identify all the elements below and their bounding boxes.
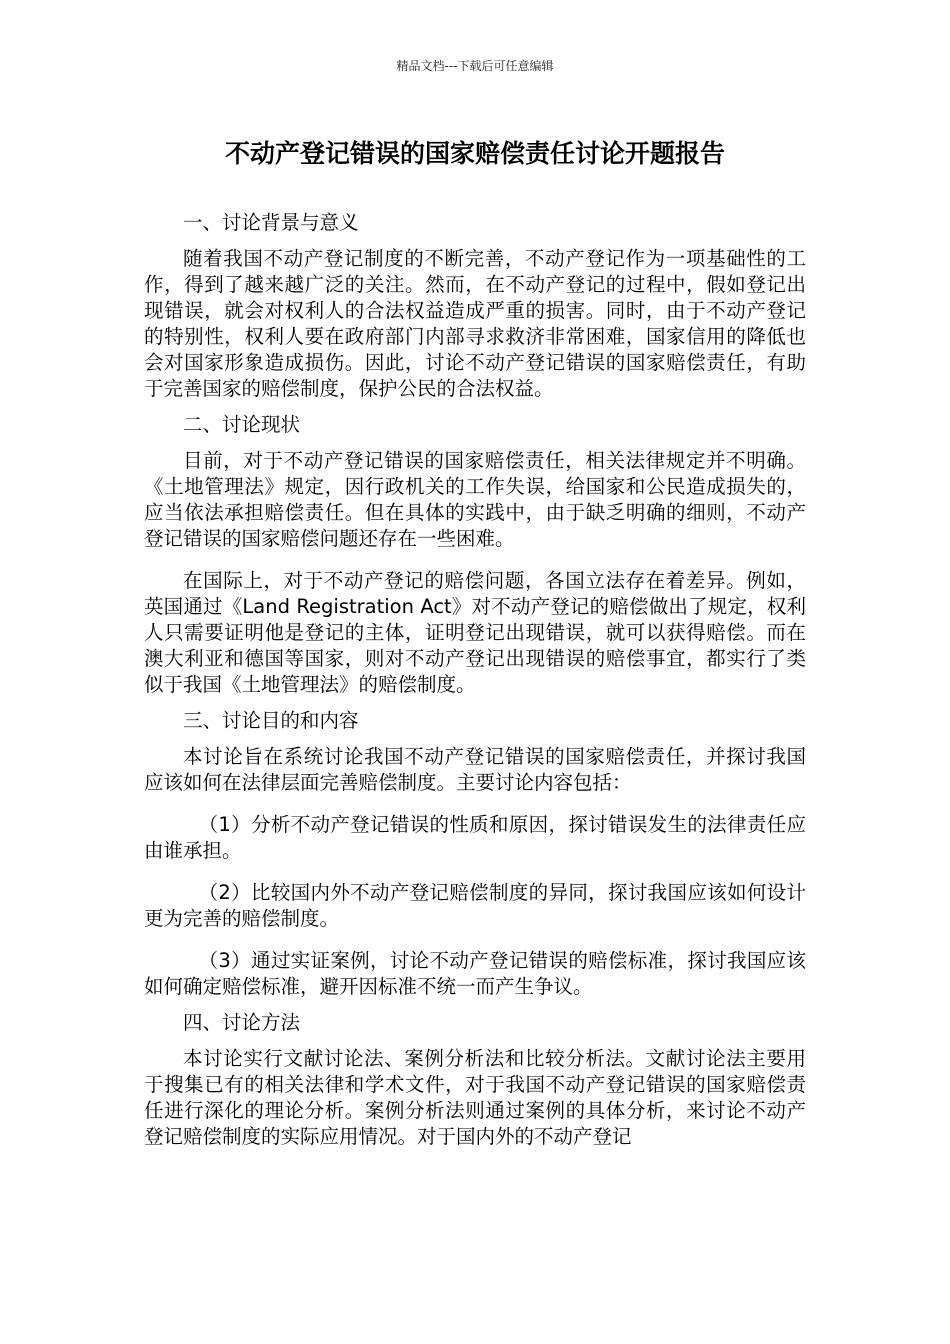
paragraph-status-international: 在国际上，对于不动产登记的赔偿问题，各国立法存在着差异。例如，英国通过《Land Registration Act》对不动产登记的赔偿做出了规定，权利人只需要证明他是登记的主体，证明登记出现错误，就可以获得赔偿。而在澳大利亚和德国等国家，则对不动产登记出现错误的赔偿事宜，都实行了类似于我国《土地管理法》的赔偿制度。 bbox=[144, 569, 806, 696]
document-body bbox=[144, 210, 806, 1150]
section-heading-method: 四、讨论方法 bbox=[183, 1011, 301, 1034]
list-item-purpose-3: （3）通过实证案例，讨论不动产登记错误的赔偿标准，探讨我国应该如何确定赔偿标准，避开因标准不统一而产生争议。 bbox=[144, 949, 806, 998]
paragraph-background: 随着我国不动产登记制度的不断完善，不动产登记作为一项基础性的工作，得到了越来越广泛的关注。然而，在不动产登记的过程中，假如登记出现错误，就会对权利人的合法权益造成严重的损害。同时，由于不动产登记的特别性，权利人要在政府部门内部寻求救济非常困难，国家信用的降低也会对国家形象造成损伤。因此，讨论不动产登记错误的国家赔偿责任，有助于完善国家的赔偿制度，保护公民的合法权益。 bbox=[144, 247, 806, 400]
list-item-purpose-2: （2）比较国内外不动产登记赔偿制度的异同，探讨我国应该如何设计更为完善的赔偿制度。 bbox=[144, 881, 806, 930]
section-heading-status: 二、讨论现状 bbox=[183, 413, 301, 436]
paragraph-status-domestic: 目前，对于不动产登记错误的国家赔偿责任，相关法律规定并不明确。《土地管理法》规定，因行政机关的工作失误，给国家和公民造成损失的，应当依法承担赔偿责任。但在具体的实践中，由于缺乏明确的细则，不动产登记错误的国家赔偿问题还存在一些困难。 bbox=[144, 449, 806, 550]
paragraph-purpose: 本讨论旨在系统讨论我国不动产登记错误的国家赔偿责任，并探讨我国应该如何在法律层面完善赔偿制度。主要讨论内容包括： bbox=[144, 745, 806, 794]
section-heading-purpose: 三、讨论目的和内容 bbox=[183, 709, 359, 732]
paragraph-method: 本讨论实行文献讨论法、案例分析法和比较分析法。文献讨论法主要用于搜集已有的相关法律和学术文件，对于我国不动产登记错误的国家赔偿责任进行深化的理论分析。案例分析法则通过案例的具体分析，来讨论不动产登记赔偿制度的实际应用情况。对于国内外的不动产登记 bbox=[144, 1047, 806, 1148]
section-heading-background: 一、讨论背景与意义 bbox=[183, 211, 359, 234]
document-title: 不动产登记错误的国家赔偿责任讨论开题报告 bbox=[224, 139, 725, 168]
list-item-purpose-1: （1）分析不动产登记错误的性质和原因，探讨错误发生的法律责任应由谁承担。 bbox=[144, 813, 806, 862]
page-header-note: 精品文档---下载后可任意编辑 bbox=[396, 59, 554, 73]
